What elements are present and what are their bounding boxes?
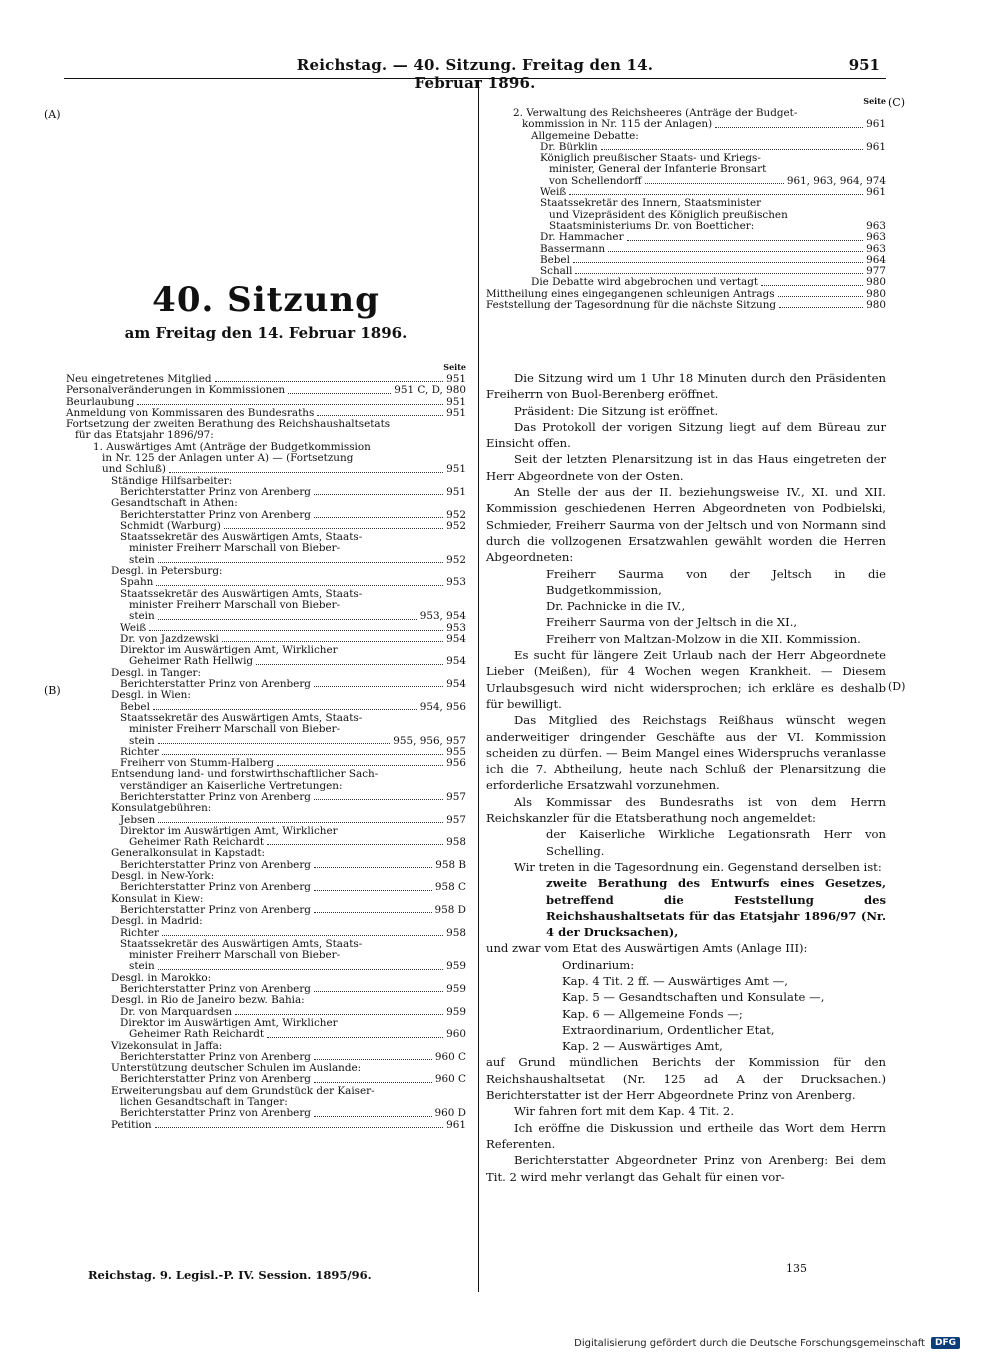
toc-leader-dots bbox=[314, 1059, 432, 1060]
toc-leader-dots bbox=[215, 381, 444, 382]
toc-entry-page: 952 bbox=[446, 508, 466, 521]
toc-entry-text: Unterstützung deutscher Schulen im Auslande: bbox=[111, 1062, 362, 1075]
toc-leader-dots bbox=[314, 912, 432, 913]
paragraph: Präsident: Die Sitzung ist eröffnet. bbox=[514, 403, 719, 418]
toc-entry-page: 956 bbox=[446, 757, 466, 770]
toc-leader-dots bbox=[158, 969, 443, 970]
toc-entry-text: Berichterstatter Prinz von Arenberg bbox=[120, 678, 311, 691]
toc-leader-dots bbox=[137, 404, 443, 405]
toc-entry-text: Berichterstatter Prinz von Arenberg bbox=[120, 881, 311, 894]
toc-entry-text: stein bbox=[129, 960, 155, 973]
toc-entry-text: und Schluß) bbox=[102, 463, 166, 476]
toc-leader-dots bbox=[314, 799, 443, 800]
toc-leader-dots bbox=[575, 273, 863, 274]
toc-entry-page: 961 bbox=[866, 118, 886, 131]
toc-entry-text: Dr. Bürklin bbox=[540, 140, 598, 153]
toc-leader-dots bbox=[288, 393, 391, 394]
toc-entry bbox=[66, 577, 466, 588]
toc-leader-dots bbox=[761, 285, 863, 286]
toc-leader-dots bbox=[169, 472, 443, 473]
toc-entry-text: Direktor im Auswärtigen Amt, Wirklicher bbox=[120, 1016, 338, 1029]
toc-entry bbox=[66, 916, 466, 927]
toc-entry bbox=[66, 995, 466, 1006]
toc-entry-page: 958 bbox=[446, 836, 466, 849]
toc-leader-dots bbox=[314, 890, 432, 891]
toc-leader-dots bbox=[267, 844, 443, 845]
toc-entry-text: Richter bbox=[120, 745, 159, 758]
toc-entry-text: Geheimer Rath Reichardt bbox=[129, 1028, 265, 1041]
toc-entry-text: Dr. von Jazdzewski bbox=[120, 632, 219, 645]
sheet-signature: 135 bbox=[786, 1262, 807, 1275]
toc-entry-text: Petition bbox=[111, 1118, 152, 1131]
toc-entry-page: 951 bbox=[446, 463, 466, 476]
toc-leader-dots bbox=[156, 585, 443, 586]
toc-entry-text: Freiherr von Stumm-Halberg bbox=[120, 757, 275, 770]
paragraph: Freiherr Saurma von der Jeltsch in die XI., bbox=[546, 615, 798, 630]
right-column-toc bbox=[486, 96, 886, 311]
paragraph: Kap. 2 — Auswärtiges Amt, bbox=[562, 1039, 723, 1054]
toc-entry-text: Dr. Hammacher bbox=[540, 231, 624, 244]
toc-entry-text: Weiß bbox=[540, 186, 567, 199]
toc-entry-text: Bebel bbox=[120, 700, 150, 713]
toc-entry-page: 960 C bbox=[434, 1073, 466, 1086]
digitization-text: Digitalisierung gefördert durch die Deutsche Forschungsgemeinschaft bbox=[574, 1337, 925, 1349]
toc-entry-text: lichen Gesandtschaft in Tanger: bbox=[120, 1096, 288, 1108]
toc-entry-page: 960 C bbox=[434, 1050, 466, 1063]
toc-leader-dots bbox=[601, 149, 863, 150]
toc-entry-text: 1. Auswärtiges Amt (Anträge der Budgetkommission bbox=[93, 440, 371, 453]
toc-entry-text: Feststellung der Tagesordnung für die nächste Sitzung bbox=[486, 299, 777, 312]
toc-entry-text: Richter bbox=[120, 926, 159, 939]
toc-entry-page: 961 bbox=[446, 1118, 466, 1131]
toc-entry-page: 955, 956, 957 bbox=[393, 734, 466, 747]
toc-leader-dots bbox=[224, 528, 443, 529]
toc-entry-text: Berichterstatter Prinz von Arenberg bbox=[120, 1050, 311, 1063]
toc-entry-page: 980 bbox=[866, 287, 886, 300]
toc-entry-text: Geheimer Rath Reichardt bbox=[129, 836, 265, 849]
toc-leader-dots bbox=[314, 991, 443, 992]
paragraph: auf Grund mündlichen Berichts der Kommission für den Reichshaushaltsetat (Nr. 125 ad A der Drucksachen.) Berichterstatter ist der Herr Abgeordnete Prinz von Arenberg. bbox=[486, 1055, 886, 1103]
paragraph: Extraordinarium, Ordentlicher Etat, bbox=[562, 1022, 775, 1037]
toc-entry bbox=[66, 600, 466, 611]
margin-marker-c: (C) bbox=[888, 96, 905, 109]
toc-entry-text: minister Freiherr Marschall von Bieber- bbox=[129, 598, 341, 611]
toc-leader-dots bbox=[158, 743, 391, 744]
toc-leader-dots bbox=[277, 765, 443, 766]
proceedings-text bbox=[486, 370, 886, 1185]
toc-leader-dots bbox=[627, 240, 864, 241]
toc-leader-dots bbox=[608, 251, 863, 252]
toc-entry-page: 952 bbox=[446, 519, 466, 532]
toc-entry-text: Schall bbox=[540, 265, 573, 278]
toc-entry-text: stein bbox=[129, 553, 155, 566]
toc-entry-text: Dr. von Marquardsen bbox=[120, 1005, 233, 1018]
toc-entry-page: 961, 963, 964, 974 bbox=[786, 174, 886, 187]
session-date: am Freitag den 14. Februar 1896. bbox=[124, 324, 408, 342]
toc-entry-text: Desgl. in New-York: bbox=[111, 870, 215, 883]
toc-entry-page: 958 D bbox=[434, 903, 466, 916]
toc-leader-dots bbox=[645, 183, 784, 184]
toc-entry-text: Weiß bbox=[120, 621, 147, 634]
toc-entry bbox=[66, 1074, 466, 1085]
toc-leader-dots bbox=[715, 127, 863, 128]
toc-entry bbox=[66, 803, 466, 814]
table-of-contents-right bbox=[486, 108, 886, 311]
toc-entry-page: 980 bbox=[866, 299, 886, 312]
toc-entry bbox=[66, 543, 466, 554]
toc-entry-text: Berichterstatter Prinz von Arenberg bbox=[120, 790, 311, 803]
seite-label-left: Seite bbox=[443, 362, 466, 372]
toc-leader-dots bbox=[162, 935, 443, 936]
toc-entry-text: 2. Verwaltung des Reichsheeres (Anträge der Budget- bbox=[513, 107, 798, 119]
toc-entry-text: kommission in Nr. 115 der Anlagen) bbox=[522, 118, 713, 131]
toc-entry-text: Berichterstatter Prinz von Arenberg bbox=[120, 903, 311, 916]
toc-entry-text: Bebel bbox=[540, 253, 570, 266]
toc-leader-dots bbox=[153, 709, 417, 710]
toc-entry-text: Staatssekretär des Innern, Staatsminister bbox=[540, 197, 762, 210]
toc-entry-text: Geheimer Rath Hellwig bbox=[129, 655, 254, 668]
toc-entry-page: 958 B bbox=[435, 858, 466, 871]
paragraph: Das Protokoll der vorigen Sitzung liegt auf dem Büreau zur Einsicht offen. bbox=[486, 419, 886, 451]
toc-entry-page: 954 bbox=[446, 632, 466, 645]
toc-entry-text: Konsulatgebühren: bbox=[111, 802, 212, 815]
toc-entry-text: stein bbox=[129, 610, 155, 623]
seite-label-right: Seite bbox=[863, 96, 886, 106]
toc-entry-text: Berichterstatter Prinz von Arenberg bbox=[120, 858, 311, 871]
toc-entry-text: Desgl. in Wien: bbox=[111, 689, 191, 702]
toc-entry-page: 951 bbox=[446, 485, 466, 498]
toc-entry-page: 954 bbox=[446, 655, 466, 668]
paragraph: Das Mitglied des Reichstags Reißhaus wünscht wegen anderweitiger dringender Geschäfte aus der VI. Kommission scheiden zu dürfen. — Beim Mangel eines Widerspruchs veranlasse ich die 7. Abtheilung, heute nach Schluß der Plenarsitzung die erforderliche Ersatzwahl vorzunehmen. bbox=[486, 713, 886, 793]
toc-entry bbox=[66, 464, 466, 475]
session-title: 40. Sitzung bbox=[152, 280, 380, 320]
paragraph: zweite Berathung des Entwurfs eines Gesetzes, betreffend die Feststellung des Reichshaushaltsetats für das Etatsjahr 1896/97 (Nr. 4 der Drucksachen), bbox=[546, 876, 886, 940]
toc-entry-text: stein bbox=[129, 734, 155, 747]
column-divider bbox=[478, 80, 479, 1292]
paragraph: Freiherr von Maltzan-Molzow in die XII. Kommission. bbox=[546, 631, 861, 646]
paragraph: Die Sitzung wird um 1 Uhr 18 Minuten durch den Präsidenten Freiherrn von Buol-Berenberg eröffnet. bbox=[486, 371, 886, 402]
margin-marker-b: (B) bbox=[44, 684, 61, 697]
toc-entry-text: Vizekonsulat in Jaffa: bbox=[111, 1039, 223, 1052]
toc-entry-text: Neu eingetretenes Mitglied bbox=[66, 373, 212, 385]
toc-entry-text: Generalkonsulat in Kapstadt: bbox=[111, 847, 265, 860]
dfg-logo-icon: DFG bbox=[931, 1337, 960, 1349]
toc-entry-text: Berichterstatter Prinz von Arenberg bbox=[120, 1107, 311, 1120]
toc-entry bbox=[66, 1120, 466, 1131]
toc-entry-page: 977 bbox=[866, 265, 886, 278]
paragraph: Ordinarium: bbox=[562, 957, 635, 972]
toc-entry bbox=[486, 300, 886, 311]
toc-entry-page: 960 D bbox=[434, 1107, 466, 1120]
toc-entry bbox=[66, 1108, 466, 1119]
toc-entry-text: Desgl. in Rio de Janeiro bezw. Bahia: bbox=[111, 994, 305, 1007]
toc-entry bbox=[66, 950, 466, 961]
footer-publication: Reichstag. 9. Legisl.-P. IV. Session. 1895/96. bbox=[88, 1268, 372, 1282]
toc-leader-dots bbox=[267, 1037, 443, 1038]
toc-entry-text: von Schellendorff bbox=[549, 174, 642, 187]
toc-entry-text: Direktor im Auswärtigen Amt, Wirklicher bbox=[120, 824, 338, 837]
toc-entry bbox=[66, 769, 466, 780]
toc-entry-text: Die Debatte wird abgebrochen und vertagt bbox=[531, 276, 759, 289]
toc-entry-page: 963 bbox=[866, 231, 886, 244]
toc-leader-dots bbox=[155, 1127, 444, 1128]
toc-entry-text: Berichterstatter Prinz von Arenberg bbox=[120, 508, 311, 521]
toc-entry bbox=[66, 724, 466, 735]
toc-entry bbox=[66, 882, 466, 893]
toc-entry-text: minister Freiherr Marschall von Bieber- bbox=[129, 542, 341, 555]
toc-entry-page: 953 bbox=[446, 621, 466, 634]
toc-entry-text: Spahn bbox=[120, 576, 154, 589]
toc-entry bbox=[486, 232, 886, 243]
left-column bbox=[66, 280, 466, 1131]
toc-entry-page: 957 bbox=[446, 790, 466, 803]
paragraph: Als Kommissar des Bundesraths ist von dem Herrn Reichskanzler für die Etatsberathung noch angemeldet: bbox=[486, 794, 886, 826]
toc-entry-page: 960 bbox=[446, 1028, 466, 1041]
toc-entry-page: 955 bbox=[446, 745, 466, 758]
toc-leader-dots bbox=[158, 562, 443, 563]
toc-entry-page: 952 bbox=[446, 553, 466, 566]
toc-entry-text: Direktor im Auswärtigen Amt, Wirklicher bbox=[120, 644, 338, 657]
toc-entry-text: Desgl. in Marokko: bbox=[111, 971, 212, 984]
toc-entry-page: 954 bbox=[446, 678, 466, 691]
toc-entry bbox=[66, 498, 466, 509]
toc-entry-text: Ständige Hilfsarbeiter: bbox=[111, 474, 233, 487]
paragraph: An Stelle der aus der II. beziehungsweise IV., XI. und XII. Kommission geschiedenen Herren Abgeordneten von Podbielski, Schmieder, Freiherr Saurma von der Jeltsch und von Normann sind durch die vollzogenen Ersatzwahlen gewählt worden die Herren Abgeordneten: bbox=[486, 485, 886, 565]
margin-marker-d: (D) bbox=[888, 680, 906, 693]
toc-entry-text: minister Freiherr Marschall von Bieber- bbox=[129, 723, 341, 736]
toc-entry-text: Erweiterungsbau auf dem Grundstück der Kaiser- bbox=[111, 1084, 375, 1097]
toc-entry-page: 959 bbox=[446, 983, 466, 996]
paragraph: Wir fahren fort mit dem Kap. 4 Tit. 2. bbox=[514, 1104, 734, 1119]
toc-entry-text: Bassermann bbox=[540, 242, 606, 255]
toc-entry-page: 959 bbox=[446, 960, 466, 973]
paragraph: Freiherr Saurma von der Jeltsch in die Budgetkommission, bbox=[546, 566, 886, 597]
toc-leader-dots bbox=[314, 1082, 432, 1083]
paragraph: Ich eröffne die Diskussion und ertheile das Wort dem Herrn Referenten. bbox=[486, 1120, 886, 1151]
paragraph: Kap. 5 — Gesandtschaften und Konsulate —, bbox=[562, 990, 825, 1005]
toc-entry-text: Staatssekretär des Auswärtigen Amts, Staats- bbox=[120, 531, 363, 544]
paragraph: Kap. 6 — Allgemeine Fonds —; bbox=[562, 1006, 743, 1021]
toc-entry-text: Entsendung land- und forstwirthschaftlicher Sach- bbox=[111, 768, 379, 781]
toc-entry-text: und Vizepräsident des Königlich preußischen bbox=[549, 208, 788, 221]
page-number: 951 bbox=[848, 56, 880, 74]
paragraph: der Kaiserliche Wirkliche Legationsrath Herr von Schelling. bbox=[546, 827, 886, 858]
header-rule bbox=[64, 78, 886, 79]
toc-leader-dots bbox=[573, 262, 863, 263]
toc-entry-page: 953, 954 bbox=[419, 610, 466, 623]
paragraph: und zwar vom Etat des Auswärtigen Amts (Anlage III): bbox=[486, 941, 808, 956]
paragraph: Dr. Pachnicke in die IV., bbox=[546, 599, 686, 614]
toc-entry-text: für das Etatsjahr 1896/97: bbox=[75, 429, 214, 442]
toc-leader-dots bbox=[314, 494, 443, 495]
toc-entry-text: Staatsministeriums Dr. von Boetticher: bbox=[549, 219, 755, 232]
digitization-credit bbox=[574, 1337, 960, 1349]
toc-entry bbox=[66, 826, 466, 837]
toc-leader-dots bbox=[314, 517, 443, 518]
toc-entry-text: Desgl. in Madrid: bbox=[111, 915, 203, 928]
toc-entry-text: Anmeldung von Kommissaren des Bundesraths bbox=[66, 406, 315, 419]
toc-entry bbox=[66, 645, 466, 656]
toc-entry-text: Desgl. in Petersburg: bbox=[111, 565, 223, 578]
toc-entry-page: 951 bbox=[446, 395, 466, 408]
toc-entry-text: Berichterstatter Prinz von Arenberg bbox=[120, 485, 311, 498]
toc-entry-text: Staatssekretär des Auswärtigen Amts, Staats- bbox=[120, 711, 363, 724]
toc-entry-text: Personalveränderungen in Kommissionen bbox=[66, 384, 286, 397]
toc-leader-dots bbox=[778, 296, 864, 297]
toc-entry-text: Berichterstatter Prinz von Arenberg bbox=[120, 1073, 311, 1086]
toc-leader-dots bbox=[314, 686, 443, 687]
toc-leader-dots bbox=[162, 754, 443, 755]
toc-entry-page: 961 bbox=[866, 186, 886, 199]
toc-leader-dots bbox=[235, 1014, 443, 1015]
toc-leader-dots bbox=[314, 1116, 432, 1117]
toc-entry-text: Beurlaubung bbox=[66, 395, 135, 408]
paragraph: Berichterstatter Abgeordneter Prinz von Arenberg: Bei dem Tit. 2 wird mehr verlangt das Gehalt für einen vor- bbox=[486, 1153, 886, 1184]
toc-entry-text: Jebsen bbox=[120, 813, 156, 826]
toc-entry-text: Allgemeine Debatte: bbox=[531, 129, 639, 142]
toc-leader-dots bbox=[149, 630, 443, 631]
paragraph: Seit der letzten Plenarsitzung ist in das Haus eingetreten der Herr Abgeordnete von der Osten. bbox=[486, 452, 886, 483]
table-of-contents-left bbox=[66, 374, 466, 1131]
toc-entry-text: verständiger an Kaiserliche Vertretungen: bbox=[120, 779, 343, 792]
toc-entry bbox=[66, 1018, 466, 1029]
toc-entry-page: 958 C bbox=[434, 881, 466, 894]
toc-entry bbox=[66, 611, 466, 622]
toc-entry-page: 959 bbox=[446, 1005, 466, 1018]
toc-entry-page: 953 bbox=[446, 576, 466, 589]
margin-marker-a: (A) bbox=[44, 108, 61, 121]
toc-entry bbox=[486, 119, 886, 130]
toc-leader-dots bbox=[314, 867, 432, 868]
toc-entry-page: 954, 956 bbox=[419, 700, 466, 713]
toc-leader-dots bbox=[569, 194, 863, 195]
toc-entry-text: minister, General der Infanterie Bronsart bbox=[549, 163, 767, 176]
toc-entry-text: Fortsetzung der zweiten Berathung des Reichshaushaltsetats bbox=[66, 418, 391, 431]
toc-entry-page: 951 C, D, 980 bbox=[394, 384, 466, 397]
toc-entry-text: Gesandtschaft in Athen: bbox=[111, 497, 238, 510]
toc-entry-text: in Nr. 125 der Anlagen unter A) — (Fortsetzung bbox=[102, 452, 354, 465]
toc-entry-page: 958 bbox=[446, 926, 466, 939]
toc-entry-page: 961 bbox=[866, 140, 886, 153]
toc-entry-page: 963 bbox=[866, 219, 886, 232]
toc-entry-page: 980 bbox=[866, 276, 886, 289]
toc-entry-page: 951 bbox=[446, 406, 466, 419]
toc-entry-text: Konsulat in Kiew: bbox=[111, 892, 204, 905]
toc-entry-text: Mittheilung eines eingegangenen schleunigen Antrags bbox=[486, 287, 775, 300]
paragraph: Wir treten in die Tagesordnung ein. Gegenstand derselben ist: bbox=[514, 859, 882, 874]
toc-entry-page: 963 bbox=[866, 242, 886, 255]
toc-leader-dots bbox=[256, 664, 443, 665]
toc-entry-text: Staatssekretär des Auswärtigen Amts, Staats- bbox=[120, 587, 363, 600]
toc-entry bbox=[66, 1029, 466, 1040]
toc-leader-dots bbox=[158, 619, 417, 620]
paragraph: Kap. 4 Tit. 2 ff. — Auswärtiges Amt —, bbox=[562, 973, 788, 988]
toc-entry-text: minister Freiherr Marschall von Bieber- bbox=[129, 949, 341, 962]
toc-leader-dots bbox=[317, 415, 443, 416]
toc-entry-text: Königlich preußischer Staats- und Kriegs- bbox=[540, 152, 761, 165]
toc-leader-dots bbox=[222, 641, 443, 642]
toc-entry bbox=[66, 385, 466, 396]
toc-entry-text: Schmidt (Warburg) bbox=[120, 519, 221, 532]
toc-leader-dots bbox=[158, 822, 443, 823]
toc-entry-page: 964 bbox=[866, 253, 886, 266]
toc-entry bbox=[486, 198, 886, 209]
toc-entry-page: 957 bbox=[446, 813, 466, 826]
running-title: Reichstag. — 40. Sitzung. Freitag den 14. Februar 1896. bbox=[296, 56, 654, 92]
paragraph: Es sucht für längere Zeit Urlaub nach der Herr Abgeordnete Lieber (Meißen), für 4 Wochen wegen Krankheit. — Diesem Urlaubsgesuch wird nicht widersprochen; ich erkläre es deshalb für bewilligt. bbox=[486, 648, 886, 711]
toc-entry-text: Berichterstatter Prinz von Arenberg bbox=[120, 983, 311, 996]
toc-leader-dots bbox=[779, 307, 863, 308]
toc-entry-page: 951 bbox=[446, 373, 466, 385]
toc-entry-text: Desgl. in Tanger: bbox=[111, 666, 201, 679]
toc-entry-text: Staatssekretär des Auswärtigen Amts, Staats- bbox=[120, 937, 363, 950]
toc-entry bbox=[66, 690, 466, 701]
